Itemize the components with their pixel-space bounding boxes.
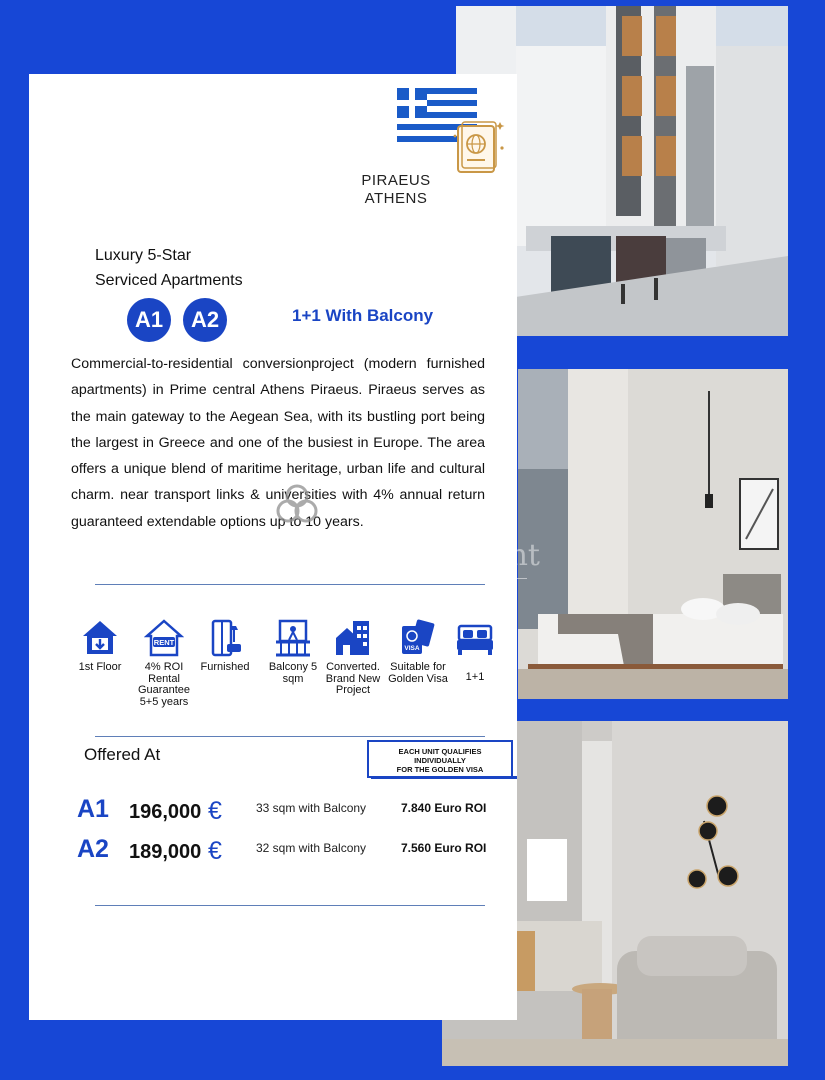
offer-price: 196,000: [129, 801, 202, 823]
passport-icon: [452, 118, 506, 176]
watermark-text: Exclusive agent: [300, 538, 540, 573]
feature-converted: [322, 618, 384, 697]
visa-card-icon: [398, 618, 438, 658]
offer-roi: 7.840 Euro ROI: [401, 801, 487, 815]
golden-visa-line-2: INDIVIDUALLY: [414, 756, 466, 765]
buildings-icon: [333, 618, 373, 658]
divider: [95, 736, 485, 737]
divider: [95, 584, 485, 585]
location-region: ATHENS: [364, 190, 428, 207]
divider: [95, 905, 485, 906]
feature-label: 1st Floor: [78, 661, 122, 673]
watermark-line: [287, 578, 527, 579]
listing-subtitle: [95, 243, 243, 293]
agency-logo-icon: [274, 482, 320, 526]
svg-text:RENT: RENT: [153, 638, 175, 647]
offer-price: 189,000: [129, 841, 202, 863]
feature-label: Converted. Brand New Project: [325, 661, 381, 696]
feature-label: Furnished: [200, 661, 250, 673]
location-city: PIRAEUS: [361, 172, 431, 189]
feature-floor: [72, 618, 128, 674]
subtitle-line-2: Serviced Apartments: [95, 272, 243, 289]
furniture-icon: [205, 618, 245, 658]
golden-visa-note: [367, 740, 513, 778]
project-description: Commercial-to-residential conversionproject (modern furnished apartments) in Prime central Athens Piraeus. Piraeus serves as the main gateway to the Aegean Sea, with its bustling port being the largest in Greece and one of the busiest in Europe. The area offers a unique blend of maritime heritage, urban life and cultural charm. near transport links & universities with 4% annual return guaranteed extendable options up to 10 years.: [71, 356, 485, 530]
unit-badge-a1: A1: [127, 298, 171, 342]
feature-label: 1+1: [465, 671, 485, 683]
offer-size: 33 sqm with Balcony: [256, 801, 367, 815]
golden-visa-line-3: FOR THE GOLDEN VISA: [396, 765, 484, 774]
offer-row-a1: [77, 795, 507, 829]
offer-size: 32 sqm with Balcony: [256, 841, 367, 855]
offer-code: A1: [77, 795, 109, 823]
euro-icon: €: [208, 837, 222, 865]
feature-balcony: [265, 618, 321, 685]
euro-icon: €: [208, 797, 222, 825]
feature-golden-visa: [386, 618, 450, 685]
offered-label: Offered At: [84, 745, 161, 764]
feature-rental: [134, 618, 194, 708]
feature-furnished: [194, 618, 256, 674]
location-label: [350, 172, 442, 208]
balcony-icon: [273, 618, 313, 658]
floor-house-icon: [80, 618, 120, 658]
feature-label: Suitable for Golden Visa: [388, 661, 448, 685]
svg-text:VISA: VISA: [404, 645, 420, 652]
golden-visa-line-1: EACH UNIT QUALIFIES: [398, 747, 482, 756]
subtitle-line-1: Luxury 5-Star: [95, 247, 192, 264]
offer-code: A2: [77, 835, 109, 863]
offer-row-a2: [77, 835, 507, 869]
unit-type: 1+1 With Balcony: [292, 306, 434, 325]
feature-label: Balcony 5 sqm: [268, 661, 318, 685]
bed-icon: [455, 618, 495, 658]
feature-label: 4% ROI Rental Guarantee 5+5 years: [138, 661, 190, 708]
feature-rooms: [452, 618, 498, 684]
rent-house-icon: [144, 618, 184, 658]
unit-badge-a2: A2: [183, 298, 227, 342]
bedroom-photo: [518, 369, 788, 699]
offer-roi: 7.560 Euro ROI: [401, 841, 487, 855]
